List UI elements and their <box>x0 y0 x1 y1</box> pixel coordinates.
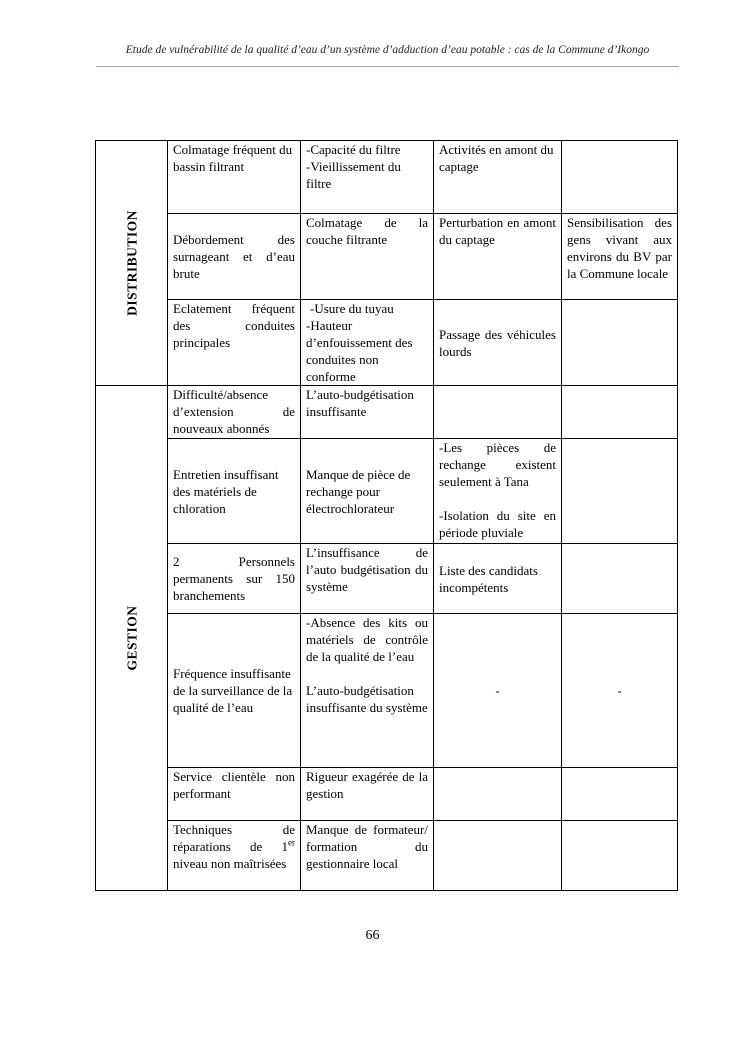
cell-measure <box>562 439 678 544</box>
cell-cause: L’auto-budgétisation insuffisante <box>301 386 434 439</box>
cell-factor: Activités en amont du captage <box>434 141 562 214</box>
cell-cause: L’insuffisance de l’auto budgétisation du système <box>301 544 434 614</box>
cell-issue: Eclatement fréquent des conduites principales <box>168 300 301 386</box>
table-row <box>96 614 678 768</box>
cause-line: L’auto-budgétisation insuffisante du système <box>306 683 428 715</box>
table-row <box>96 439 678 544</box>
table-row <box>96 141 678 214</box>
cell-measure: - <box>562 614 678 768</box>
cell-issue <box>168 821 301 891</box>
vulnerability-table <box>95 140 678 891</box>
table-row <box>96 544 678 614</box>
table-row <box>96 768 678 821</box>
cell-measure <box>562 544 678 614</box>
cell-cause: Manque de formateur/ formation du gestionnaire local <box>301 821 434 891</box>
table-row <box>96 214 678 300</box>
header-rule <box>96 66 679 67</box>
cell-measure <box>562 821 678 891</box>
cause-line: -Vieillissement du filtre <box>306 159 401 191</box>
section-gestion <box>96 386 168 891</box>
running-header: Etude de vulnérabilité de la qualité d’eau d’un système d’adduction d’eau potable : cas de la Commune d’Ikongo <box>125 44 650 56</box>
cell-cause: Colmatage de la couche filtrante <box>301 214 434 300</box>
factor-line: -Isolation du site en période pluviale <box>439 508 556 540</box>
cell-factor: Liste des candidats incompétents <box>434 544 562 614</box>
table-row <box>96 386 678 439</box>
section-label-distribution: DISTRIBUTION <box>124 210 139 316</box>
cell-issue: Fréquence insuffisante de la surveillance de la qualité de l’eau <box>168 614 301 768</box>
cell-issue: Colmatage fréquent du bassin filtrant <box>168 141 301 214</box>
issue-text: Techniques de réparations de 1 <box>173 822 295 854</box>
cause-line: -Hauteur d’enfouissement des conduites non conforme <box>306 318 413 384</box>
cell-issue: Difficulté/absence d’extension de nouveaux abonnés <box>168 386 301 439</box>
cell-issue: Service clientèle non performant <box>168 768 301 821</box>
table-row <box>96 300 678 386</box>
cell-cause: Rigueur exagérée de la gestion <box>301 768 434 821</box>
cell-factor: - <box>434 614 562 768</box>
cell-cause <box>301 141 434 214</box>
cell-cause <box>301 614 434 768</box>
section-label-gestion: GESTION <box>124 605 139 671</box>
section-distribution <box>96 141 168 386</box>
cell-measure <box>562 386 678 439</box>
cell-measure: Sensibilisation des gens vivant aux environs du BV par la Commune locale <box>562 214 678 300</box>
cell-factor: Passage des véhicules lourds <box>434 300 562 386</box>
cell-factor <box>434 768 562 821</box>
cell-cause <box>301 300 434 386</box>
cell-issue: Débordement des surnageant et d’eau brute <box>168 214 301 300</box>
issue-text: niveau non maîtrisées <box>173 856 287 871</box>
cell-factor <box>434 821 562 891</box>
cause-line: -Usure du tuyau <box>310 301 394 316</box>
cell-factor <box>434 386 562 439</box>
cell-factor <box>434 439 562 544</box>
cause-line: -Capacité du filtre <box>306 142 401 157</box>
cell-measure <box>562 768 678 821</box>
cause-line: -Absence des kits ou matériels de contrôle de la qualité de l’eau <box>306 615 428 664</box>
page-number: 66 <box>365 928 380 943</box>
ordinal-suffix: er <box>288 837 295 848</box>
cell-issue: Entretien insuffisant des matériels de chloration <box>168 439 301 544</box>
cell-factor: Perturbation en amont du captage <box>434 214 562 300</box>
cell-cause: Manque de pièce de rechange pour électrochlorateur <box>301 439 434 544</box>
cell-measure <box>562 300 678 386</box>
cell-issue: 2 Personnels permanents sur 150 branchements <box>168 544 301 614</box>
factor-line: -Les pièces de rechange existent seulement à Tana <box>439 440 556 489</box>
table-row <box>96 821 678 891</box>
cell-measure <box>562 141 678 214</box>
